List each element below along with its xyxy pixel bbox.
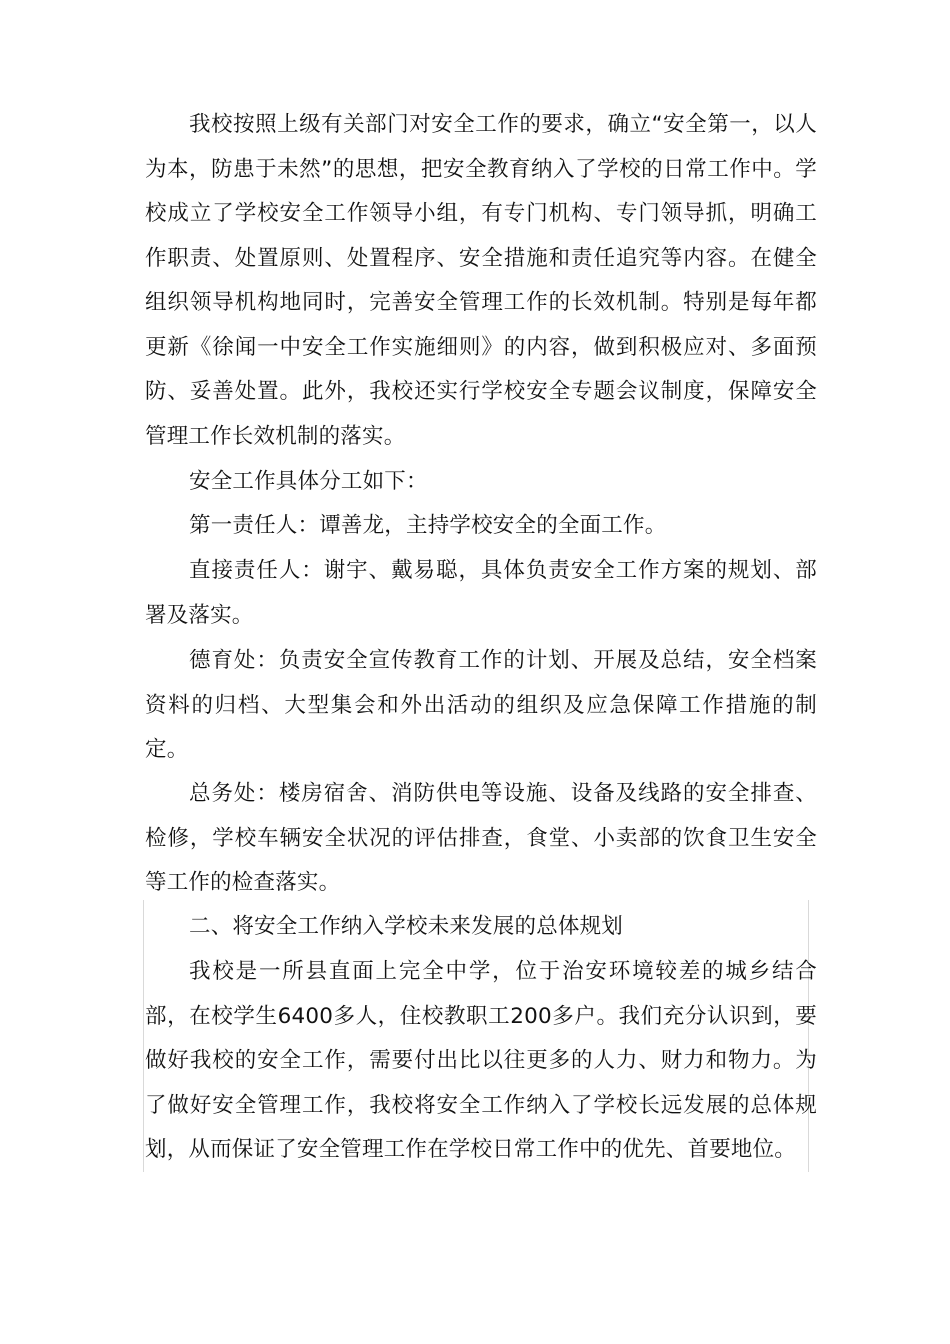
paragraph-moral-education-office: 德育处：负责安全宣传教育工作的计划、开展及总结，安全档案资料的归档、大型集会和外出活动的组织及应急保障工作措施的制定。 xyxy=(145,648,817,762)
paragraph-general-affairs-office: 总务处：楼房宿舍、消防供电等设施、设备及线路的安全排查、检修，学校车辆安全状况的评估排查，食堂、小卖部的饮食卫生安全等工作的检查落实。 xyxy=(145,781,817,895)
paragraph-safety-policy: 我校按照上级有关部门对安全工作的要求，确立“安全第一，以人为本，防患于未然”的思想，把安全教育纳入了学校的日常工作中。学校成立了学校安全工作领导小组，有专门机构、专门领导抓，明确工作职责、处置原则、处置程序、安全措施和责任追究等内容。在健全组织领导机构地同时，完善安全管理工作的长效机制。特别是每年都更新《徐闻一中安全工作实施细则》的内容，做到积极应对、多面预防、妥善处置。此外，我校还实行学校安全专题会议制度，保障安全管理工作长效机制的落实。 xyxy=(145,112,817,449)
paragraph-school-overview: 我校是一所县直面上完全中学，位于治安环境较差的城乡结合部，在校学生6400多人，住校教职工200多户。我们充分认识到，要做好我校的安全工作，需要付出比以往更多的人力、财力和物力。为了做好安全管理工作，我校将安全工作纳入了学校长远发展的总体规划，从而保证了安全管理工作在学校日常工作中的优先、首要地位。 xyxy=(145,959,817,1162)
section-heading: 二、将安全工作纳入学校未来发展的总体规划 xyxy=(189,914,624,939)
paragraph-first-responsible: 第一责任人：谭善龙，主持学校安全的全面工作。 xyxy=(189,513,667,538)
paragraph-direct-responsible: 直接责任人：谢宇、戴易聪，具体负责安全工作方案的规划、部署及落实。 xyxy=(145,558,817,628)
paragraph-division-intro: 安全工作具体分工如下： xyxy=(189,469,428,494)
